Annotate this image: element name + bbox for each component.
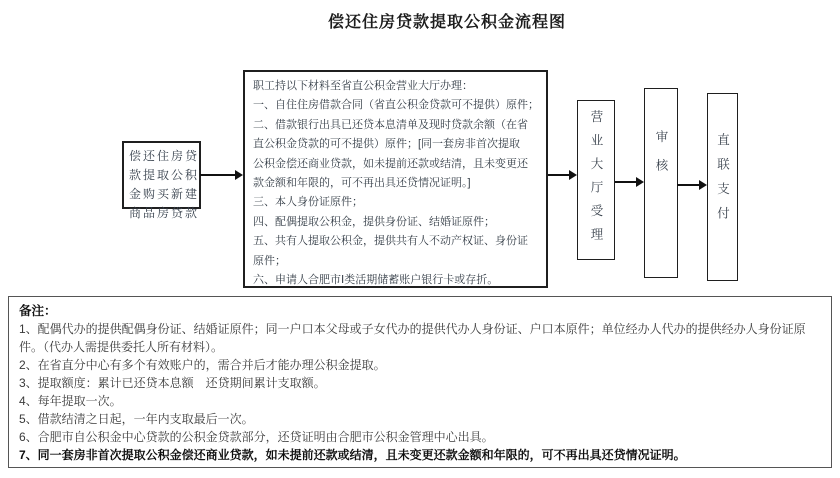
arrow-head: [699, 180, 707, 190]
notes-list: [19, 320, 821, 464]
step-box-direct-payment: [707, 93, 738, 281]
step-box-hall-acceptance: [577, 100, 615, 260]
materials-line: 四、配偶提取公积金，提供身份证、结婚证原件；: [253, 215, 495, 228]
arrow-shaft: [548, 174, 569, 176]
note-item: [19, 392, 821, 410]
notes-heading: 备注：: [19, 304, 57, 318]
note-item: [19, 356, 821, 374]
arrow-shaft: [615, 181, 636, 183]
note-item-text: 7、同一套房非首次提取公积金偿还商业贷款，如未提前还款或结清，且未变更还款金额和年限的，可不再出具还贷情况证明。: [19, 448, 686, 462]
step-label: 直联支付: [715, 133, 730, 231]
arrow-right-icon: [548, 170, 577, 180]
note-item: [19, 428, 821, 446]
step-box-review: [644, 88, 678, 278]
materials-line: 职工持以下材料至省直公积金营业大厅办理：: [253, 80, 473, 92]
step-label: 营业大厅受理: [589, 109, 603, 251]
arrow-head: [636, 177, 644, 187]
materials-line: 五、共有人提取公积金，提供共有人不动产权证、身份证: [253, 235, 528, 248]
start-box-line: 商品房贷款: [129, 206, 200, 220]
note-item: [19, 374, 821, 392]
note-item-text: 1、配偶代办的提供配偶身份证、结婚证原件；同一户口本父母或子女代办的提供代办人身份证、户口本原件；单位经办人代办的提供经办人身份证原件。（代办人需提供委托人所有材料）。: [19, 322, 806, 354]
note-item: [19, 320, 821, 356]
arrow-right-icon: [615, 177, 644, 187]
arrow-right-icon: [677, 180, 707, 190]
materials-line: 二、借款银行出具已还贷本息清单及现时贷款余额（在省: [253, 118, 528, 131]
note-item-text: 3、提取额度：累计已还贷本息额 还贷期间累计支取额。: [19, 376, 326, 390]
arrow-right-icon: [200, 170, 243, 180]
note-item-text: 4、每年提取一次。: [19, 394, 122, 408]
materials-line: 公积金偿还商业贷款，如未提前还款或结清，且未变更还: [253, 157, 528, 170]
notes-box: [8, 296, 832, 468]
note-item: [19, 446, 821, 464]
start-box-line: 金购买新建: [129, 187, 200, 201]
arrow-shaft: [200, 174, 235, 176]
step-label: 审核: [654, 129, 668, 187]
materials-line: 原件；: [253, 254, 286, 267]
arrow-head: [235, 170, 243, 180]
materials-line: 款金额和年限的，可不再出具还贷情况证明。]: [253, 177, 471, 190]
arrow-head: [569, 170, 577, 180]
start-box: [122, 141, 201, 220]
materials-line: 一、自住住房借款合同（省直公积金贷款可不提供）原件；: [253, 99, 539, 112]
note-item: [19, 410, 821, 428]
materials-line: 直公积金贷款的可不提供）原件；[同一套房非首次提取: [253, 138, 521, 151]
materials-line: 六、申请人合肥市Ⅰ类活期储蓄账户银行卡或存折。: [253, 274, 499, 287]
note-item-text: 5、借款结清之日起，一年内支取最后一次。: [19, 412, 254, 426]
start-box-line: 偿还住房贷: [129, 149, 200, 163]
start-box-line: 款提取公积: [129, 168, 200, 182]
materials-line: 三、本人身份证原件；: [253, 196, 363, 209]
page-title: 偿还住房贷款提取公积金流程图: [327, 14, 566, 31]
arrow-shaft: [677, 184, 699, 186]
note-item-text: 6、合肥市自公积金中心贷款的公积金贷款部分，还贷证明由合肥市公积金管理中心出具。: [19, 430, 494, 444]
note-item-text: 2、在省直分中心有多个有效账户的，需合并后才能办理公积金提取。: [19, 358, 386, 372]
materials-box: [243, 70, 548, 288]
